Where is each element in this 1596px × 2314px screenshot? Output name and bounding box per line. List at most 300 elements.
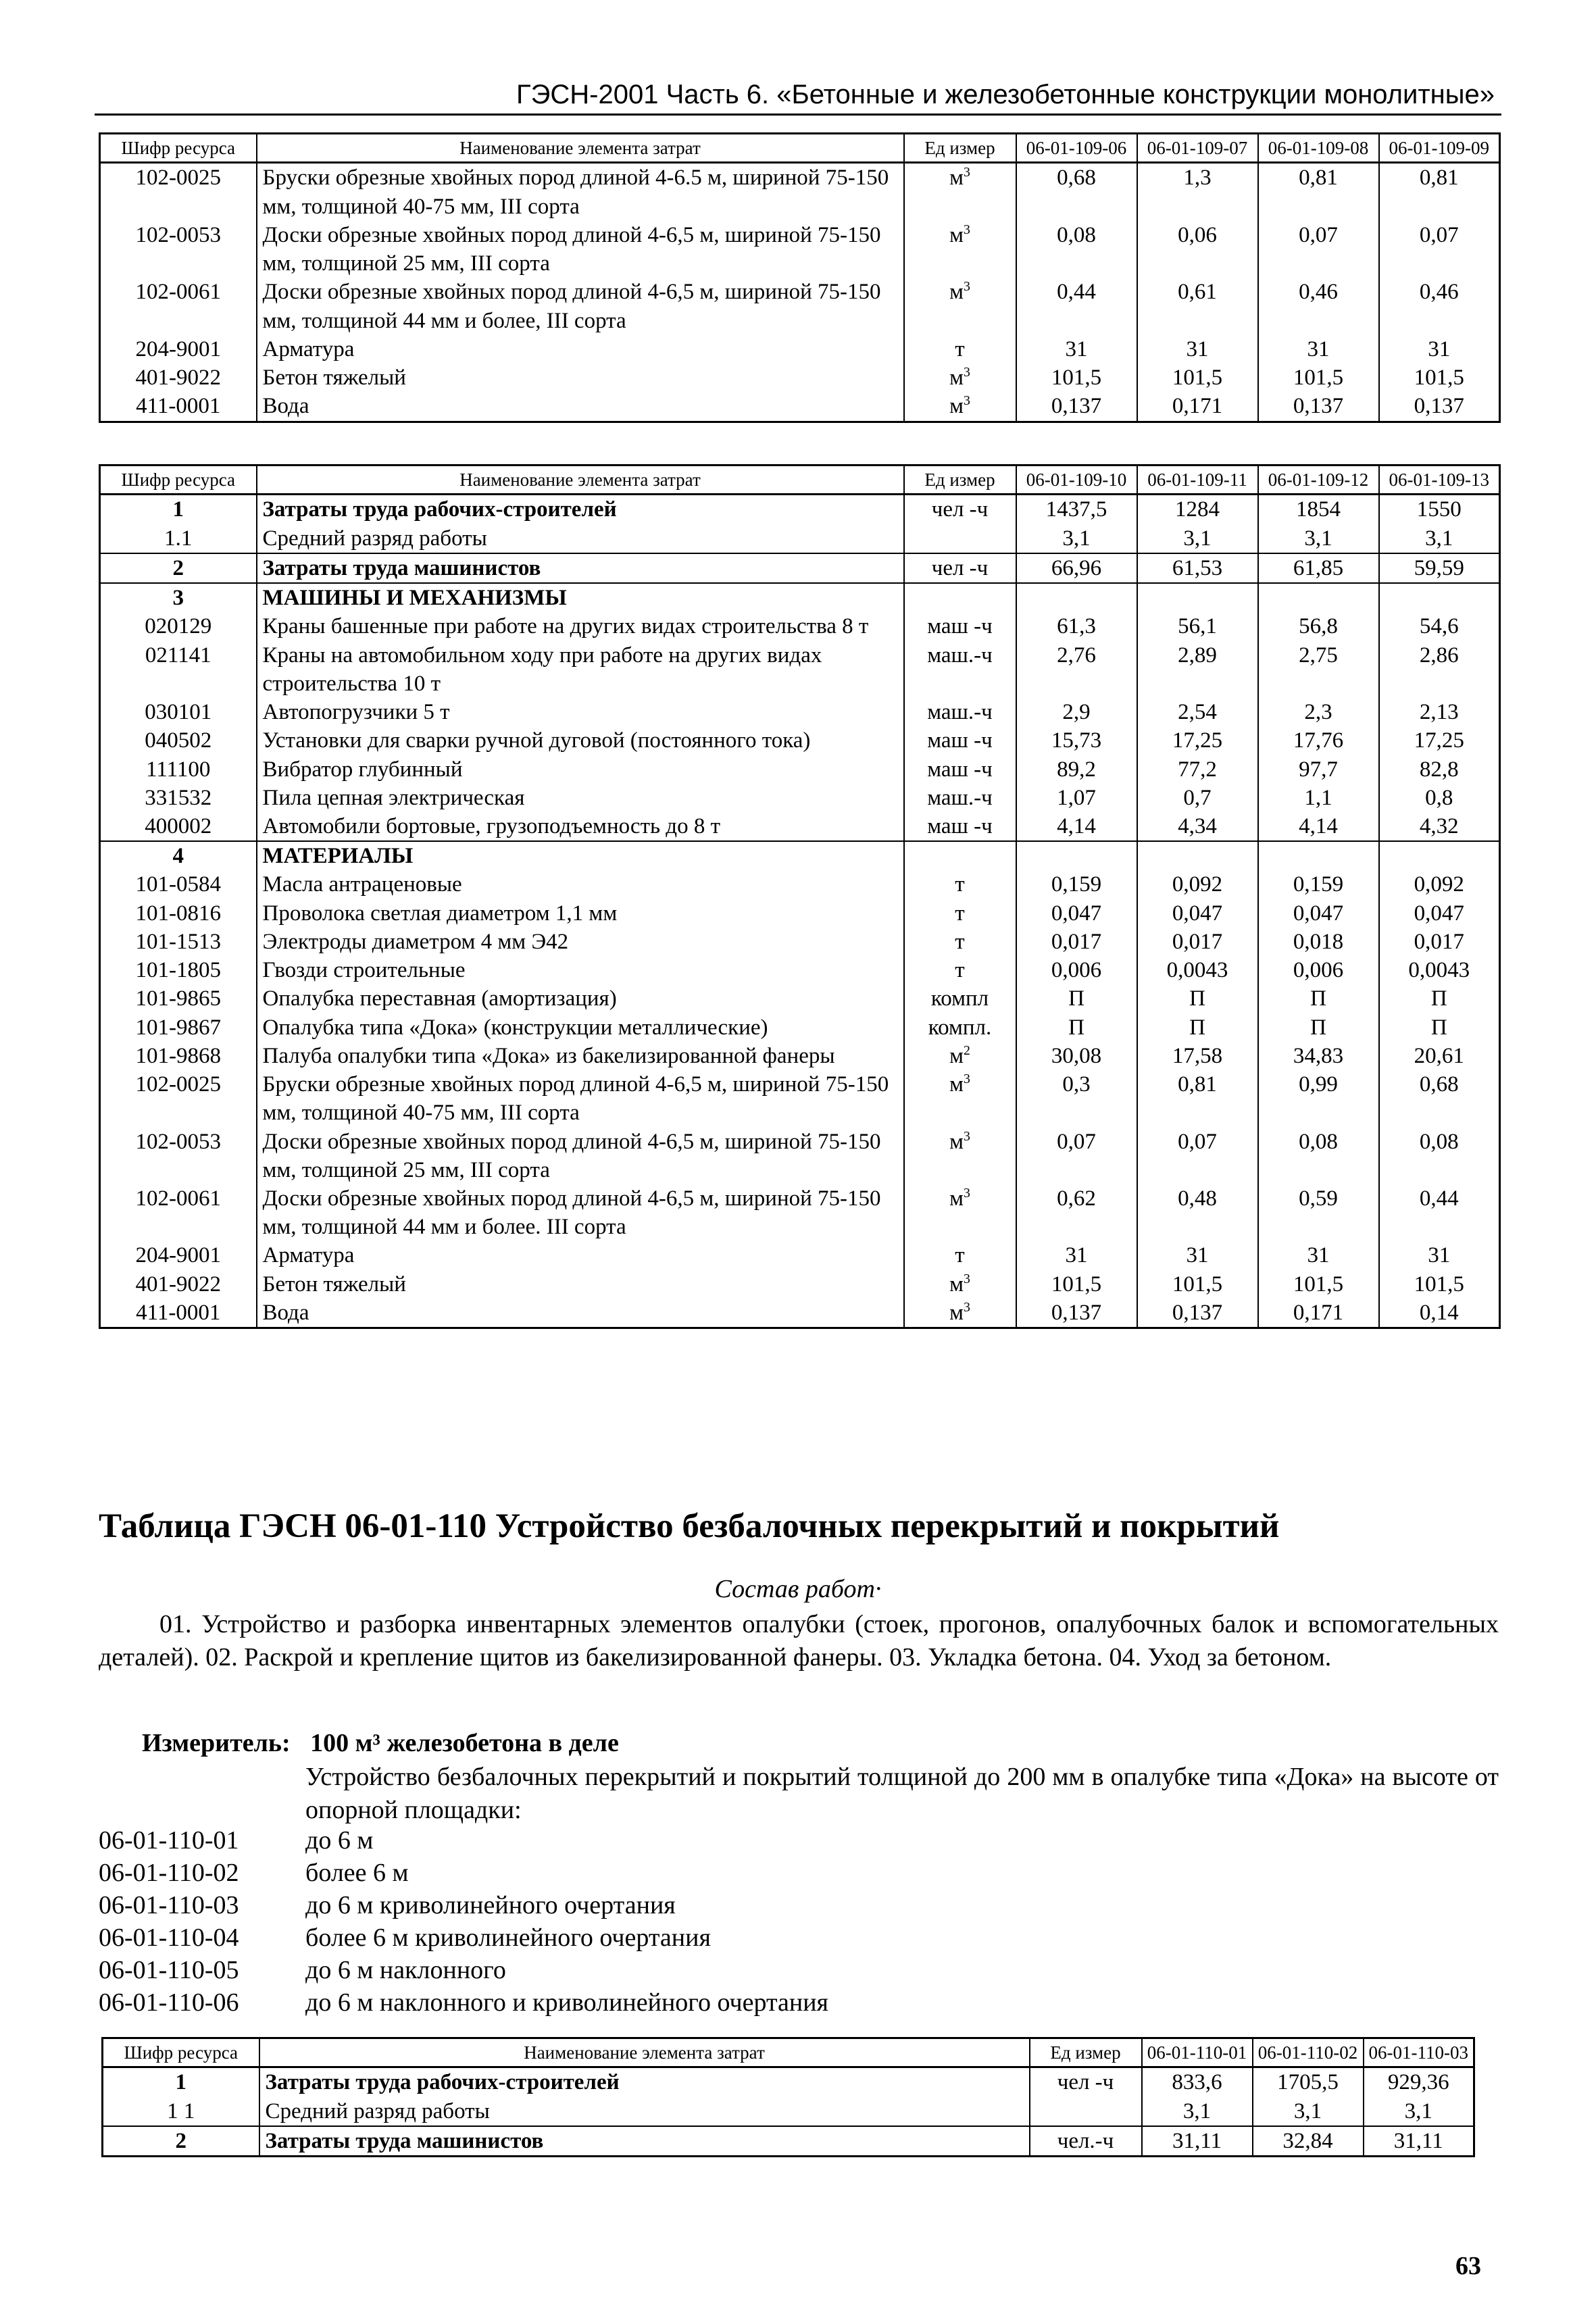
- unit-cell: $м^3$: [904, 1070, 1016, 1127]
- unit-cell: компл: [904, 984, 1016, 1013]
- value-cell: [1379, 841, 1500, 870]
- resource-name: Автомобили бортовые, грузоподъемность до 8 т: [257, 812, 904, 841]
- value-cell: 31: [1379, 335, 1500, 363]
- value-cell: 0,0043: [1379, 956, 1500, 984]
- resource-code: 102-0053: [100, 1128, 257, 1184]
- value-cell: 0,46: [1258, 278, 1379, 334]
- value-cell: 0,14: [1379, 1299, 1500, 1328]
- value-cell: 0,137: [1379, 392, 1500, 422]
- resource-name: Арматура: [257, 1241, 904, 1269]
- unit-cell: маш.-ч: [904, 698, 1016, 726]
- table-row: [100, 1013, 1500, 1042]
- unit-cell: $м^3$: [904, 1299, 1016, 1328]
- table-row: [103, 2067, 1474, 2097]
- resource-name: Краны на автомобильном ходу при работе на других видах строительства 10 т: [257, 641, 904, 698]
- value-cell: 56,8: [1258, 612, 1379, 640]
- unit-cell: чел.-ч: [1030, 2126, 1142, 2157]
- norm-intro: Устройство безбалочных перекрытий и покрытий толщиной до 200 мм в опалубке типа «Дока» на высоте от опорной площадки:: [305, 1763, 1499, 1825]
- value-cell: 31: [1137, 335, 1258, 363]
- value-cell: 66,96: [1016, 553, 1137, 583]
- value-cell: 31: [1137, 1241, 1258, 1269]
- resource-code: 401-9022: [100, 1270, 257, 1299]
- table-row: [100, 784, 1500, 812]
- value-cell: 101,5: [1258, 1270, 1379, 1299]
- unit-cell: $м^3$: [904, 392, 1016, 422]
- value-cell: [1016, 841, 1137, 870]
- resource-code: 102-0061: [100, 278, 257, 334]
- resource-name: Затраты труда рабочих-строителей: [259, 2067, 1030, 2097]
- value-cell: 31: [1258, 1241, 1379, 1269]
- value-cell: 2,76: [1016, 641, 1137, 698]
- resource-name: МАТЕРИАЛЫ: [257, 841, 904, 870]
- norm-code: 06-01-110-01: [99, 1826, 239, 1855]
- unit-cell: [904, 841, 1016, 870]
- unit-cell: $м^3$: [904, 1128, 1016, 1184]
- resource-code: 030101: [100, 698, 257, 726]
- unit-cell: т: [904, 956, 1016, 984]
- resource-code: 102-0025: [100, 163, 257, 221]
- table-row: [100, 984, 1500, 1013]
- value-cell: 1437,5: [1016, 495, 1137, 524]
- norm-code-item: [99, 1824, 828, 1857]
- resource-code: 411-0001: [100, 1299, 257, 1328]
- header-norm-column: 06-01-110-03: [1364, 2038, 1474, 2067]
- table-row: [100, 1042, 1500, 1070]
- resource-code: 3: [100, 583, 257, 612]
- value-cell: 4,14: [1016, 812, 1137, 841]
- table-row: [100, 221, 1500, 278]
- value-cell: 0,81: [1258, 163, 1379, 221]
- resource-name: Опалубка переставная (амортизация): [257, 984, 904, 1013]
- value-cell: 929,36: [1364, 2067, 1474, 2097]
- resource-name: Пила цепная электрическая: [257, 784, 904, 812]
- value-cell: 0,59: [1258, 1184, 1379, 1241]
- unit-cell: маш -ч: [904, 755, 1016, 784]
- value-cell: П: [1258, 1013, 1379, 1042]
- works-title: Состав работ·: [714, 1575, 882, 1603]
- value-cell: 101,5: [1137, 363, 1258, 392]
- value-cell: 61,3: [1016, 612, 1137, 640]
- header-name: Наименование элемента затрат: [259, 2038, 1030, 2067]
- table-row: [100, 870, 1500, 899]
- table-header-row: [100, 466, 1500, 495]
- running-header: ГЭСН-2001 Часть 6. «Бетонные и железобетонные конструкции монолитные»: [516, 80, 1495, 109]
- value-cell: 1705,5: [1253, 2067, 1364, 2097]
- page-number: 63: [1455, 2252, 1481, 2280]
- value-cell: 54,6: [1379, 612, 1500, 640]
- header-unit: Ед измер: [1030, 2038, 1142, 2067]
- value-cell: 32,84: [1253, 2126, 1364, 2157]
- value-cell: 2,9: [1016, 698, 1137, 726]
- table-row: [100, 1270, 1500, 1299]
- header-norm-column: 06-01-109-06: [1016, 134, 1137, 163]
- unit-cell: маш -ч: [904, 612, 1016, 640]
- value-cell: 0,047: [1379, 899, 1500, 928]
- value-cell: 17,25: [1379, 726, 1500, 755]
- table-row: [100, 335, 1500, 363]
- value-cell: 0,62: [1016, 1184, 1137, 1241]
- resource-name: Средний разряд работы: [259, 2097, 1030, 2126]
- value-cell: 0,81: [1137, 1070, 1258, 1127]
- unit-cell: маш -ч: [904, 726, 1016, 755]
- table-row: [100, 495, 1500, 524]
- value-cell: 4,14: [1258, 812, 1379, 841]
- header-norm-column: 06-01-110-02: [1253, 2038, 1364, 2067]
- norm-code-list: [99, 1824, 828, 2019]
- unit-cell: $м^2$: [904, 1042, 1016, 1070]
- resource-name: Доски обрезные хвойных пород длиной 4-6,5 м, шириной 75-150 мм, толщиной 44 мм и более. III сорта: [257, 1184, 904, 1241]
- value-cell: 0,006: [1016, 956, 1137, 984]
- resource-code: 021141: [100, 641, 257, 698]
- unit-cell: $м^3$: [904, 363, 1016, 392]
- table-row: [100, 612, 1500, 640]
- meter-line: [142, 1728, 619, 1758]
- table-row: [100, 641, 1500, 698]
- value-cell: П: [1379, 1013, 1500, 1042]
- value-cell: 2,86: [1379, 641, 1500, 698]
- value-cell: 2,89: [1137, 641, 1258, 698]
- value-cell: 0,99: [1258, 1070, 1379, 1127]
- resource-name: Бетон тяжелый: [257, 363, 904, 392]
- value-cell: 17,76: [1258, 726, 1379, 755]
- value-cell: П: [1016, 984, 1137, 1013]
- table-row: [103, 2097, 1474, 2126]
- value-cell: 1550: [1379, 495, 1500, 524]
- value-cell: 0,48: [1137, 1184, 1258, 1241]
- table-row: [103, 2126, 1474, 2157]
- unit-cell: $м^3$: [904, 278, 1016, 334]
- value-cell: 101,5: [1379, 1270, 1500, 1299]
- resource-code: 331532: [100, 784, 257, 812]
- value-cell: 1,1: [1258, 784, 1379, 812]
- value-cell: 77,2: [1137, 755, 1258, 784]
- table-row: [100, 698, 1500, 726]
- value-cell: [1258, 841, 1379, 870]
- value-cell: 0,46: [1379, 278, 1500, 334]
- unit-cell: [1030, 2097, 1142, 2126]
- value-cell: 101,5: [1258, 363, 1379, 392]
- value-cell: 0,159: [1258, 870, 1379, 899]
- unit-cell: маш.-ч: [904, 784, 1016, 812]
- value-cell: 101,5: [1137, 1270, 1258, 1299]
- value-cell: 0,017: [1016, 928, 1137, 956]
- value-cell: 0,08: [1379, 1128, 1500, 1184]
- header-norm-column: 06-01-109-08: [1258, 134, 1379, 163]
- value-cell: [1016, 583, 1137, 612]
- unit-cell: т: [904, 928, 1016, 956]
- value-cell: 0,137: [1258, 392, 1379, 422]
- unit-cell: маш -ч: [904, 812, 1016, 841]
- unit-cell: $м^3$: [904, 1184, 1016, 1241]
- norm-code-item: [99, 1986, 828, 2019]
- norm-code: 06-01-110-06: [99, 1988, 239, 2017]
- resource-code: 411-0001: [100, 392, 257, 422]
- table-row: [100, 956, 1500, 984]
- table-row: [100, 1299, 1500, 1328]
- value-cell: [1379, 583, 1500, 612]
- resource-name: Доски обрезные хвойных пород длиной 4-6,5 м, шириной 75-150 мм, толщиной 44 мм и более, III сорта: [257, 278, 904, 334]
- value-cell: 0,006: [1258, 956, 1379, 984]
- value-cell: 3,1: [1379, 524, 1500, 553]
- resource-code: 102-0025: [100, 1070, 257, 1127]
- meter-value: 100 м³ железобетона в деле: [310, 1729, 619, 1757]
- value-cell: 0,171: [1258, 1299, 1379, 1328]
- unit-cell: т: [904, 335, 1016, 363]
- value-cell: 0,07: [1258, 221, 1379, 278]
- resource-code: 1: [103, 2067, 259, 2097]
- value-cell: 30,08: [1016, 1042, 1137, 1070]
- norm-code: 06-01-110-02: [99, 1859, 239, 1887]
- resource-name: Доски обрезные хвойных пород длиной 4-6,5 м, шириной 75-150 мм, толщиной 25 мм, III сорта: [257, 221, 904, 278]
- value-cell: 1,07: [1016, 784, 1137, 812]
- norm-code: 06-01-110-04: [99, 1923, 239, 1952]
- table-row: [100, 1184, 1500, 1241]
- value-cell: 4,34: [1137, 812, 1258, 841]
- header-code: Шифр ресурса: [100, 466, 257, 495]
- value-cell: 0,137: [1016, 1299, 1137, 1328]
- resource-name: Бруски обрезные хвойных пород длиной 4-6.5 м, шириной 75-150 мм, толщиной 40-75 мм, III сорта: [257, 163, 904, 221]
- value-cell: 20,61: [1379, 1042, 1500, 1070]
- value-cell: 0,017: [1137, 928, 1258, 956]
- resource-code: 101-0584: [100, 870, 257, 899]
- resource-code: 111100: [100, 755, 257, 784]
- unit-cell: т: [904, 870, 1016, 899]
- table-row: [100, 278, 1500, 334]
- value-cell: 56,1: [1137, 612, 1258, 640]
- unit-cell: чел -ч: [904, 495, 1016, 524]
- resource-code: 4: [100, 841, 257, 870]
- value-cell: 0,08: [1016, 221, 1137, 278]
- header-unit: Ед измер: [904, 134, 1016, 163]
- unit-cell: $м^3$: [904, 1270, 1016, 1299]
- norm-code-item: [99, 1921, 828, 1954]
- resource-code: 101-9868: [100, 1042, 257, 1070]
- table-row: [100, 1128, 1500, 1184]
- table-row: [100, 1241, 1500, 1269]
- resource-name: Затраты труда машинистов: [257, 553, 904, 583]
- resource-name: Бетон тяжелый: [257, 1270, 904, 1299]
- resource-name: Масла антраценовые: [257, 870, 904, 899]
- value-cell: 0,07: [1137, 1128, 1258, 1184]
- value-cell: 0,68: [1379, 1070, 1500, 1127]
- unit-cell: т: [904, 1241, 1016, 1269]
- value-cell: 31: [1379, 1241, 1500, 1269]
- value-cell: П: [1137, 1013, 1258, 1042]
- table-row: [100, 841, 1500, 870]
- value-cell: 3,1: [1258, 524, 1379, 553]
- value-cell: 2,3: [1258, 698, 1379, 726]
- unit-cell: т: [904, 899, 1016, 928]
- value-cell: 0,7: [1137, 784, 1258, 812]
- value-cell: П: [1379, 984, 1500, 1013]
- resource-name: Арматура: [257, 335, 904, 363]
- resource-name: Доски обрезные хвойных пород длиной 4-6,5 м, шириной 75-150 мм, толщиной 25 мм, III сорта: [257, 1128, 904, 1184]
- value-cell: 2,54: [1137, 698, 1258, 726]
- value-cell: П: [1137, 984, 1258, 1013]
- norm-code-description: до 6 м: [305, 1826, 374, 1855]
- norm-code-description: до 6 м наклонного и криволинейного очертания: [305, 1988, 829, 2017]
- value-cell: 0,092: [1137, 870, 1258, 899]
- header-norm-column: 06-01-109-10: [1016, 466, 1137, 495]
- header-norm-column: 06-01-109-13: [1379, 466, 1500, 495]
- resource-code: 101-9867: [100, 1013, 257, 1042]
- header-norm-column: 06-01-110-01: [1142, 2038, 1253, 2067]
- table-row: [100, 755, 1500, 784]
- resource-table-110-01-03: [101, 2037, 1475, 2157]
- resource-code: 101-1805: [100, 956, 257, 984]
- value-cell: 0,06: [1137, 221, 1258, 278]
- resource-table-109-10-13: [99, 464, 1501, 1329]
- resource-name: Вибратор глубинный: [257, 755, 904, 784]
- table-row: [100, 583, 1500, 612]
- resource-name: Гвозди строительные: [257, 956, 904, 984]
- value-cell: 0,68: [1016, 163, 1137, 221]
- resource-name: Краны башенные при работе на других видах строительства 8 т: [257, 612, 904, 640]
- unit-cell: компл.: [904, 1013, 1016, 1042]
- value-cell: 101,5: [1016, 1270, 1137, 1299]
- resource-code: 101-1513: [100, 928, 257, 956]
- resource-code: 1.1: [100, 524, 257, 553]
- value-cell: 833,6: [1142, 2067, 1253, 2097]
- value-cell: 61,85: [1258, 553, 1379, 583]
- header-name: Наименование элемента затрат: [257, 134, 904, 163]
- value-cell: 0,44: [1379, 1184, 1500, 1241]
- value-cell: 101,5: [1016, 363, 1137, 392]
- resource-name: Палуба опалубки типа «Дока» из бакелизированной фанеры: [257, 1042, 904, 1070]
- value-cell: [1137, 841, 1258, 870]
- value-cell: 3,1: [1253, 2097, 1364, 2126]
- resource-name: Опалубка типа «Дока» (конструкции металлические): [257, 1013, 904, 1042]
- header-rule: [95, 114, 1501, 116]
- value-cell: 34,83: [1258, 1042, 1379, 1070]
- resource-code: 040502: [100, 726, 257, 755]
- value-cell: 0,171: [1137, 392, 1258, 422]
- table-row: [100, 726, 1500, 755]
- header-code: Шифр ресурса: [103, 2038, 259, 2067]
- resource-code: 204-9001: [100, 335, 257, 363]
- section-title: Таблица ГЭСН 06-01-110 Устройство безбалочных перекрытий и покрытий: [99, 1507, 1280, 1545]
- unit-cell: маш.-ч: [904, 641, 1016, 698]
- value-cell: 0,018: [1258, 928, 1379, 956]
- resource-name: Средний разряд работы: [257, 524, 904, 553]
- value-cell: 0,047: [1258, 899, 1379, 928]
- value-cell: 0,137: [1016, 392, 1137, 422]
- value-cell: 4,32: [1379, 812, 1500, 841]
- table-row: [100, 1070, 1500, 1127]
- value-cell: 3,1: [1364, 2097, 1474, 2126]
- unit-cell: чел -ч: [1030, 2067, 1142, 2097]
- value-cell: 0,44: [1016, 278, 1137, 334]
- table-row: [100, 553, 1500, 583]
- value-cell: 1,3: [1137, 163, 1258, 221]
- value-cell: 31: [1016, 1241, 1137, 1269]
- value-cell: 0,8: [1379, 784, 1500, 812]
- value-cell: 31,11: [1142, 2126, 1253, 2157]
- header-norm-column: 06-01-109-11: [1137, 466, 1258, 495]
- works-description: 01. Устройство и разборка инвентарных элементов опалубки (стоек, прогонов, опалубочных балок и вспомогательных деталей). 02. Раскрой и крепление щитов из бакелизированной фанеры. 03. Укладка бетона. 04. Уход за бетоном.: [99, 1610, 1499, 1672]
- value-cell: П: [1016, 1013, 1137, 1042]
- meter-label: Измеритель:: [142, 1729, 291, 1757]
- value-cell: 1854: [1258, 495, 1379, 524]
- table-row: [100, 928, 1500, 956]
- value-cell: 0,07: [1016, 1128, 1137, 1184]
- resource-name: Автопогрузчики 5 т: [257, 698, 904, 726]
- norm-code-item: [99, 1954, 828, 1986]
- value-cell: 1284: [1137, 495, 1258, 524]
- norm-code: 06-01-110-03: [99, 1891, 239, 1919]
- value-cell: 101,5: [1379, 363, 1500, 392]
- header-norm-column: 06-01-109-12: [1258, 466, 1379, 495]
- norm-code-item: [99, 1857, 828, 1889]
- resource-name: Затраты труда машинистов: [259, 2126, 1030, 2157]
- value-cell: 0,047: [1016, 899, 1137, 928]
- resource-code: 020129: [100, 612, 257, 640]
- value-cell: 0,092: [1379, 870, 1500, 899]
- norm-code-description: более 6 м: [305, 1859, 409, 1887]
- value-cell: 0,61: [1137, 278, 1258, 334]
- value-cell: 0,3: [1016, 1070, 1137, 1127]
- value-cell: 17,25: [1137, 726, 1258, 755]
- resource-table-109-06-09: [99, 132, 1501, 423]
- resource-code: 102-0061: [100, 1184, 257, 1241]
- resource-code: 101-0816: [100, 899, 257, 928]
- value-cell: 2,75: [1258, 641, 1379, 698]
- resource-name: Проволока светлая диаметром 1,1 мм: [257, 899, 904, 928]
- unit-cell: $м^3$: [904, 221, 1016, 278]
- norm-code-description: до 6 м криволинейного очертания: [305, 1891, 676, 1919]
- value-cell: 61,53: [1137, 553, 1258, 583]
- resource-code: 1: [100, 495, 257, 524]
- value-cell: [1137, 583, 1258, 612]
- resource-name: Вода: [257, 392, 904, 422]
- unit-cell: $м^3$: [904, 163, 1016, 221]
- header-norm-column: 06-01-109-07: [1137, 134, 1258, 163]
- header-unit: Ед измер: [904, 466, 1016, 495]
- value-cell: П: [1258, 984, 1379, 1013]
- norm-code-description: более 6 м криволинейного очертания: [305, 1923, 711, 1952]
- table-header-row: [100, 134, 1500, 163]
- value-cell: 3,1: [1016, 524, 1137, 553]
- value-cell: 0,81: [1379, 163, 1500, 221]
- table-row: [100, 163, 1500, 221]
- table-row: [100, 363, 1500, 392]
- unit-cell: [904, 583, 1016, 612]
- value-cell: 0,017: [1379, 928, 1500, 956]
- resource-code: 102-0053: [100, 221, 257, 278]
- value-cell: 0,137: [1137, 1299, 1258, 1328]
- value-cell: 2,13: [1379, 698, 1500, 726]
- value-cell: 31,11: [1364, 2126, 1474, 2157]
- header-code: Шифр ресурса: [100, 134, 257, 163]
- value-cell: 3,1: [1137, 524, 1258, 553]
- value-cell: 0,159: [1016, 870, 1137, 899]
- value-cell: 31: [1258, 335, 1379, 363]
- resource-code: 1 1: [103, 2097, 259, 2126]
- unit-cell: [904, 524, 1016, 553]
- value-cell: 97,7: [1258, 755, 1379, 784]
- value-cell: 17,58: [1137, 1042, 1258, 1070]
- table-row: [100, 899, 1500, 928]
- value-cell: 0,07: [1379, 221, 1500, 278]
- value-cell: [1258, 583, 1379, 612]
- resource-name: Вода: [257, 1299, 904, 1328]
- resource-code: 400002: [100, 812, 257, 841]
- resource-name: Затраты труда рабочих-строителей: [257, 495, 904, 524]
- table-row: [100, 524, 1500, 553]
- resource-name: Бруски обрезные хвойных пород длиной 4-6,5 м, шириной 75-150 мм, толщиной 40-75 мм, III сорта: [257, 1070, 904, 1127]
- resource-code: 2: [100, 553, 257, 583]
- header-name: Наименование элемента затрат: [257, 466, 904, 495]
